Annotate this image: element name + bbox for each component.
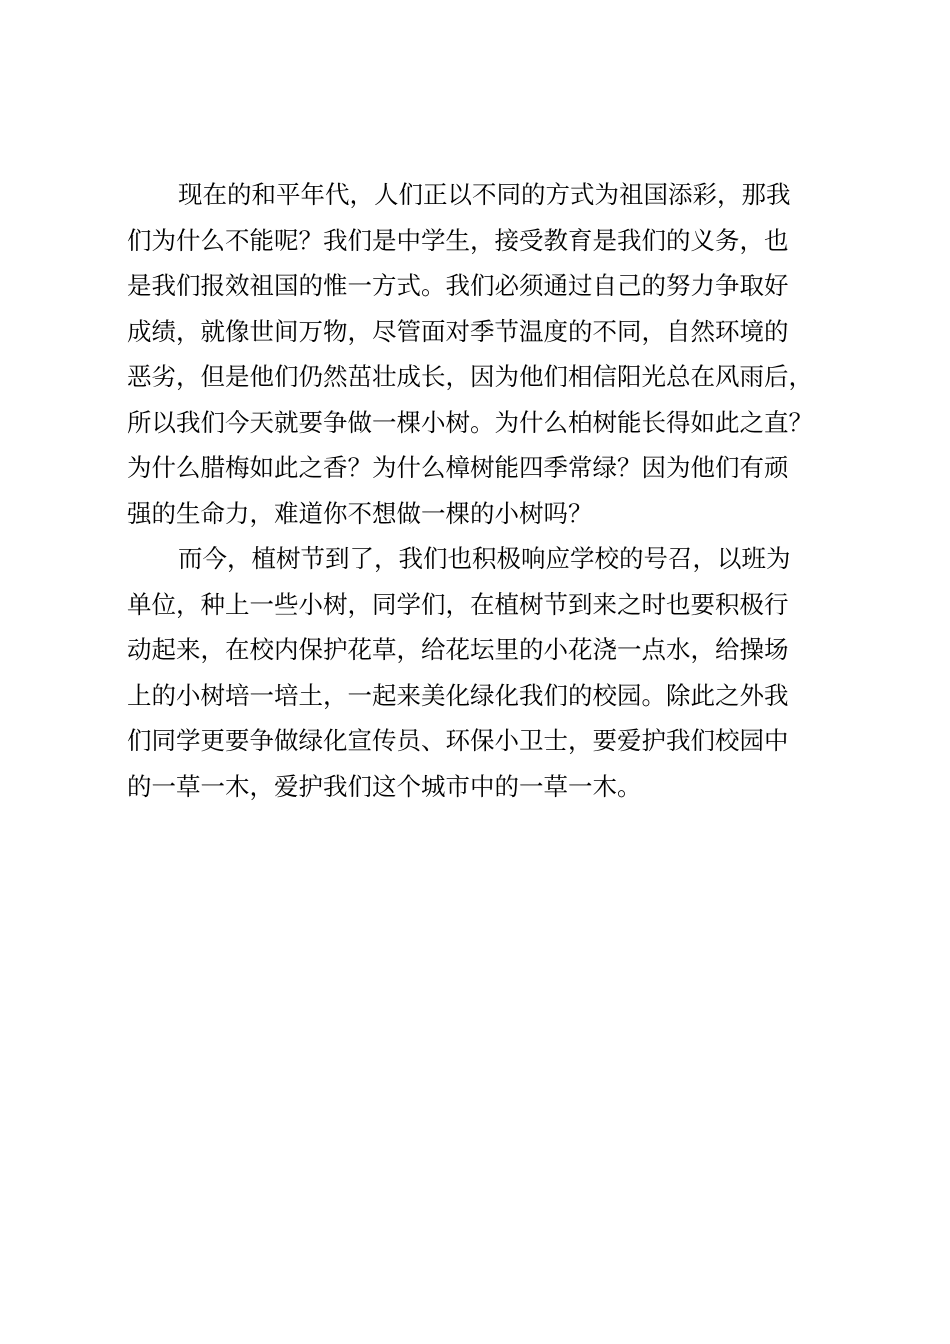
- paragraph-line: 而今，植树节到了，我们也积极响应学校的号召，以班为: [178, 544, 791, 573]
- document-body: [127, 172, 847, 809]
- paragraph-line: 们为什么不能呢？我们是中学生，接受教育是我们的义务，也: [127, 225, 789, 255]
- paragraph-line: 成绩，就像世间万物，尽管面对季节温度的不同，自然环境的: [127, 316, 789, 346]
- paragraph-line: 单位，种上一些小树，同学们，在植树节到来之时也要积极行: [127, 589, 789, 619]
- paragraph-line: 动起来，在校内保护花草，给花坛里的小花浇一点水，给操场: [127, 635, 789, 664]
- paragraph-line: 所以我们今天就要争做一棵小树。为什么柏树能长得如此之直？: [127, 407, 813, 437]
- paragraph-line: 强的生命力，难道你不想做一棵的小树吗？: [127, 498, 593, 528]
- paragraph-1: [127, 172, 847, 536]
- paragraph-2: [127, 536, 847, 809]
- paragraph-line: 上的小树培一培土，一起来美化绿化我们的校园。除此之外我: [127, 680, 789, 710]
- paragraph-line: 恶劣，但是他们仍然茁壮成长，因为他们相信阳光总在风雨后，: [127, 362, 813, 391]
- paragraph-line: 是我们报效祖国的惟一方式。我们必须通过自己的努力争取好: [127, 271, 789, 300]
- paragraph-line: 们同学更要争做绿化宣传员、环保小卫士，要爱护我们校园中: [127, 726, 789, 755]
- paragraph-line: 现在的和平年代，人们正以不同的方式为祖国添彩，那我: [178, 180, 791, 209]
- paragraph-line: 为什么腊梅如此之香？为什么樟树能四季常绿？因为他们有顽: [127, 453, 789, 482]
- paragraph-line: 的一草一木，爱护我们这个城市中的一草一木。: [127, 771, 642, 801]
